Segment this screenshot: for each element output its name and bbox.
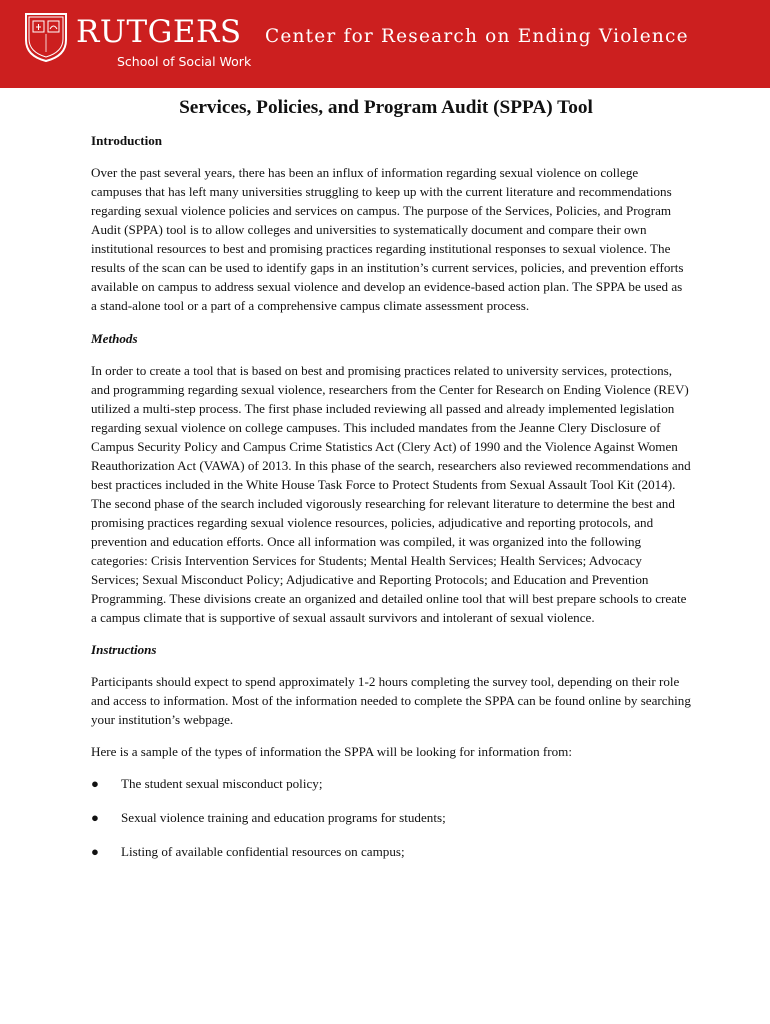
methods-paragraph: In order to create a tool that is based on best and promising practices related to university services, protections, and programming regarding sexual violence, researchers from the Center for Research on Ending Violence (REV) utilized a multi-step process. The first phase included reviewing all passed and already implemented legislation regarding sexual violence on college campuses. This included mandates from the Jeanne Clery Disclosure of Campus Security Policy and Campus Crime Statistics Act (Clery Act) of 1990 and the Violence Against Women Reauthorization Act (VAWA) of 2013. In this phase of the search, researchers also reviewed recommendations and best practices included in the White House Task Force to Protect Students from Sexual Assault Tool Kit (2014). The second phase of the search included vigorously researching for relevant literature to determine the best and promising practices regarding sexual violence resources, policies, adjudicative and reporting protocols, and prevention and education efforts. Once all information was compiled, it was organized into the following categories: Crisis Intervention Services for Students; Mental Health Services; Health Services; Advocacy Services; Sexual Misconduct Policy; Adjudicative and Reporting Protocols; and Education and Prevention Programming. These divisions create an organized and detailed online tool that will best prepare schools to create a campus climate that is supportive of sexual assault survivors and intolerant of sexual violence. <box>91 363 691 625</box>
school-name: School of Social Work <box>117 54 252 69</box>
rutgers-seal-icon <box>24 12 68 62</box>
instructions-heading: Instructions <box>91 642 157 657</box>
bullet-icon: ● <box>91 776 99 791</box>
list-item-text: Listing of available confidential resources on campus; <box>121 844 405 859</box>
document-body <box>91 96 691 876</box>
sample-paragraph: Here is a sample of the types of information the SPPA will be looking for information from: <box>91 744 573 759</box>
page-header <box>0 0 770 88</box>
rutgers-wordmark: RUTGERS <box>76 14 242 50</box>
bullet-icon: ● <box>91 810 99 825</box>
sample-list <box>91 774 691 861</box>
list-item <box>91 808 691 827</box>
list-item-text: The student sexual misconduct policy; <box>121 776 323 791</box>
document-title: Services, Policies, and Program Audit (SPPA) Tool <box>179 97 593 118</box>
list-item <box>91 774 691 793</box>
list-item <box>91 842 691 861</box>
intro-paragraph: Over the past several years, there has been an influx of information regarding sexual violence on college campuses that has left many universities struggling to keep up with the current literature and recommendations regarding sexual violence policies and services on campus. The purpose of the Services, Policies, and Program Audit (SPPA) tool is to allow colleges and universities to systematically document and compare their own institutional resources to best and promising practices regarding institutional responses to sexual violence. The results of the scan can be used to identify gaps in an institution’s current services, policies, and prevention efforts available on campus to address sexual violence and develop an evidence-based action plan. The SPPA be used as a stand-alone tool or a part of a comprehensive campus climate assessment process. <box>91 165 684 313</box>
bullet-icon: ● <box>91 844 99 859</box>
list-item-text: Sexual violence training and education programs for students; <box>121 810 446 825</box>
intro-heading: Introduction <box>91 133 163 148</box>
instructions-paragraph: Participants should expect to spend approximately 1-2 hours completing the survey tool, depending on their role and access to information. Most of the information needed to complete the SPPA can be found online by searching your institution’s webpage. <box>91 674 691 727</box>
methods-heading: Methods <box>91 331 138 346</box>
center-title: Center for Research on Ending Violence <box>265 26 689 47</box>
